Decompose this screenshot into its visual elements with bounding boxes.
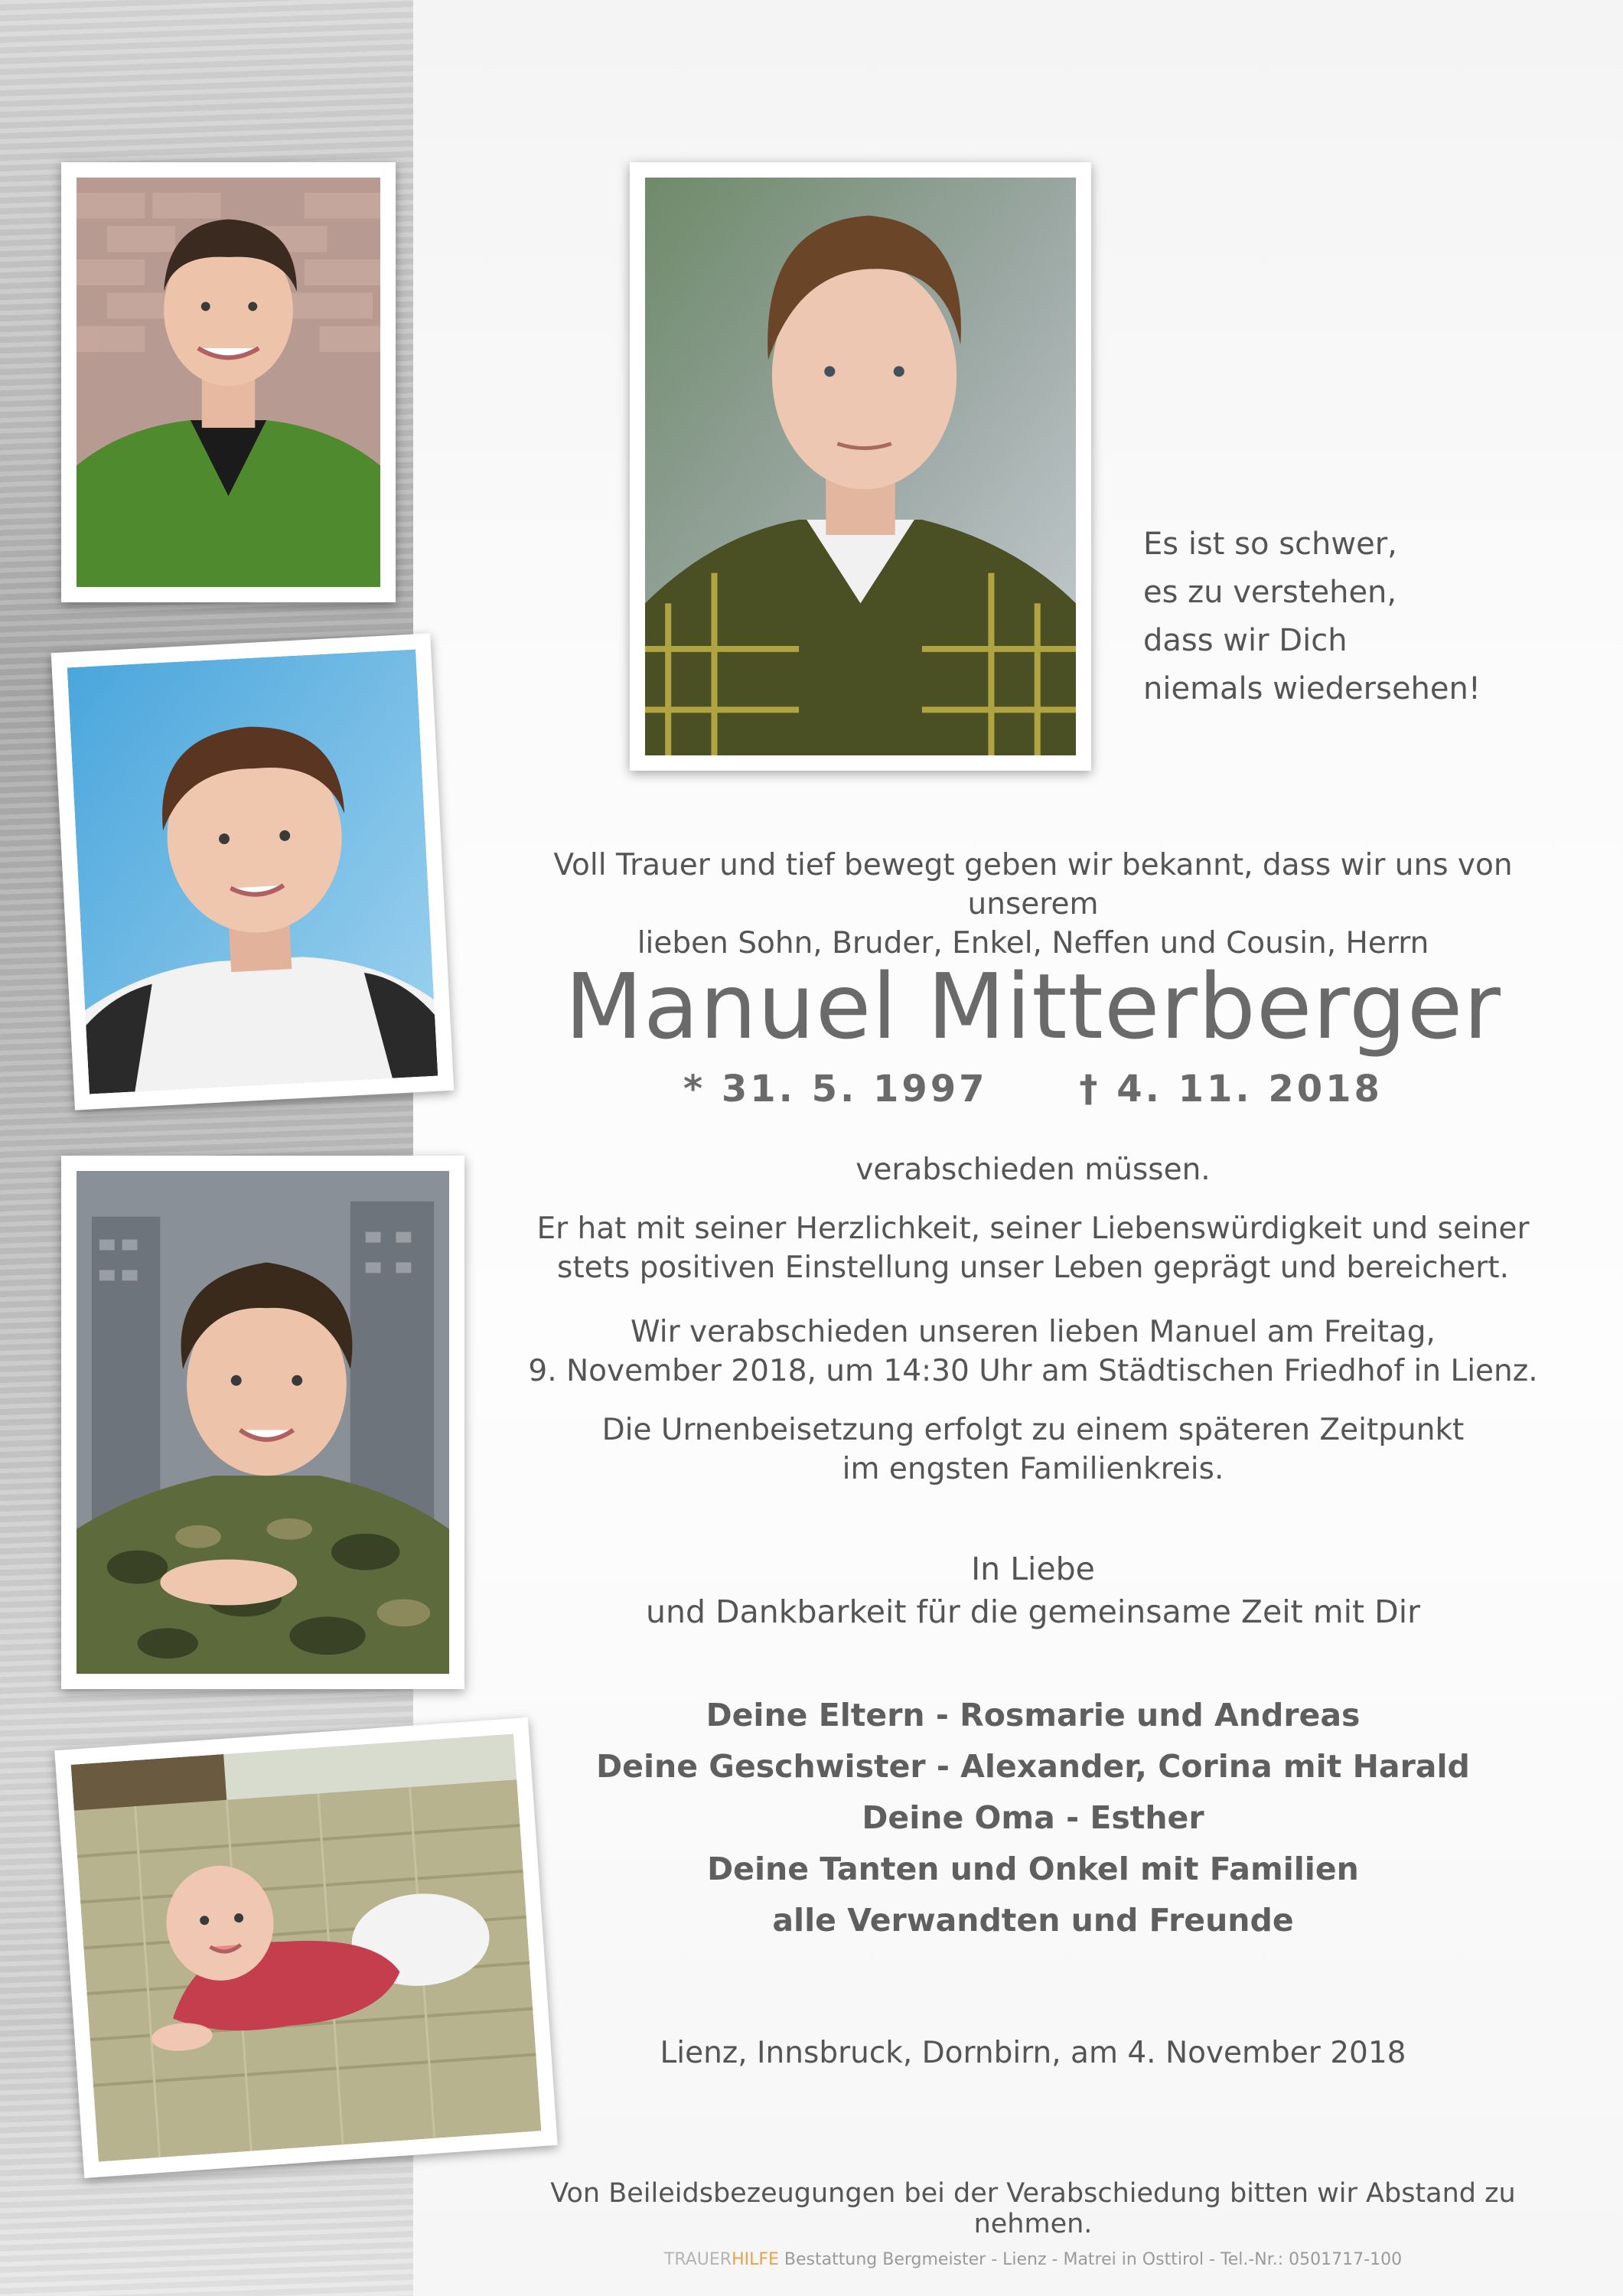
condolence-note: Von Beileidsbezeugungen bei der Verabschiedung bitten wir Abstand zu nehmen. bbox=[550, 2178, 1516, 2239]
tribute-text bbox=[490, 1209, 1576, 1287]
farewell-text: verabschieden müssen. bbox=[855, 1153, 1211, 1187]
photo-teen-green-jacket bbox=[61, 162, 396, 602]
life-dates bbox=[490, 1068, 1576, 1110]
intro-line: lieben Sohn, Bruder, Enkel, Neffen und Cousin, Herrn bbox=[637, 926, 1429, 960]
photo-boy-blue-background bbox=[51, 633, 455, 1110]
verse-line: Es ist so schwer, bbox=[1143, 527, 1397, 562]
tribute-line: stets positiven Einstellung unser Leben geprägt und bereichert. bbox=[557, 1251, 1509, 1285]
urn-burial-text bbox=[490, 1411, 1576, 1489]
urn-line: im engsten Familienkreis. bbox=[842, 1452, 1224, 1486]
verse-line: niemals wiedersehen! bbox=[1143, 671, 1481, 706]
photo-baby-on-sofa bbox=[54, 1717, 558, 2178]
love-line: und Dankbarkeit für die gemeinsame Zeit mit Dir bbox=[646, 1593, 1420, 1630]
photo-child-camouflage bbox=[61, 1156, 464, 1689]
footer-text: Bestattung Bergmeister - Lienz - Matrei in Osttirol - Tel.-Nr.: 0501717-100 bbox=[778, 2250, 1403, 2269]
place-and-date: Lienz, Innsbruck, Dornbirn, am 4. November 2018 bbox=[660, 2036, 1406, 2070]
verse-line: dass wir Dich bbox=[1143, 623, 1348, 658]
ceremony-line: 9. November 2018, um 14:30 Uhr am Städtischen Friedhof in Lienz. bbox=[528, 1354, 1538, 1388]
brand-trauer: TRAUER bbox=[663, 2250, 732, 2269]
love-line: In Liebe bbox=[971, 1551, 1095, 1587]
mourner-line: alle Verwandten und Freunde bbox=[772, 1902, 1294, 1939]
urn-line: Die Urnenbeisetzung erfolgt zu einem späteren Zeitpunkt bbox=[601, 1413, 1465, 1447]
death-date: † 4. 11. 2018 bbox=[1079, 1068, 1383, 1110]
main-portrait bbox=[630, 162, 1091, 771]
mourner-line: Deine Eltern - Rosmarie und Andreas bbox=[706, 1697, 1361, 1733]
deceased-name: Manuel Mitterberger bbox=[565, 954, 1501, 1059]
footer-credit bbox=[490, 2250, 1576, 2269]
intro-text bbox=[490, 846, 1576, 963]
tribute-line: Er hat mit seiner Herzlichkeit, seiner Liebenswürdigkeit und seiner bbox=[536, 1212, 1530, 1246]
in-love-text bbox=[490, 1548, 1576, 1633]
verse-line: es zu verstehen, bbox=[1143, 575, 1397, 610]
ceremony-line: Wir verabschieden unseren lieben Manuel am Freitag, bbox=[631, 1315, 1436, 1349]
mourner-line: Deine Tanten und Onkel mit Familien bbox=[707, 1851, 1359, 1887]
mourners-list bbox=[490, 1690, 1576, 1946]
birth-date: * 31. 5. 1997 bbox=[683, 1068, 988, 1110]
mourner-line: Deine Geschwister - Alexander, Corina mit Harald bbox=[596, 1748, 1470, 1785]
memorial-verse bbox=[1143, 520, 1481, 713]
mourner-line: Deine Oma - Esther bbox=[862, 1799, 1204, 1836]
intro-line: Voll Trauer und tief bewegt geben wir bekannt, dass wir uns von unserem bbox=[553, 848, 1513, 921]
ceremony-text bbox=[490, 1313, 1576, 1391]
brand-hilfe: HILFE bbox=[732, 2250, 779, 2269]
